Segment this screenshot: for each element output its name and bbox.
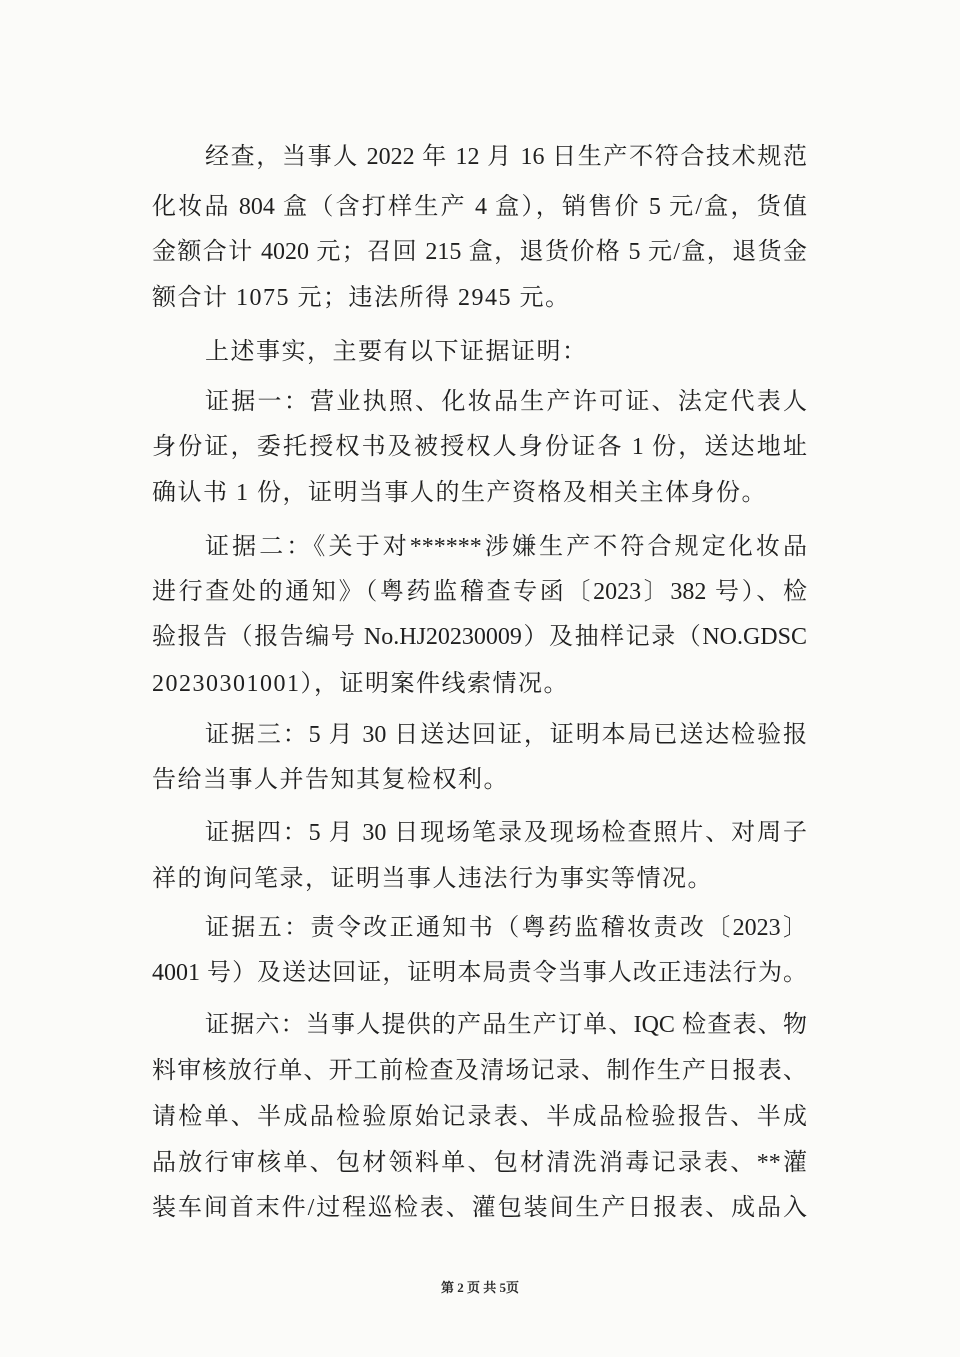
text-line: 身份证，委托授权书及被授权人身份证各 1 份，送达地址 (152, 434, 807, 460)
text-line: 证据三：5 月 30 日送达回证，证明本局已送达检验报 (205, 722, 807, 748)
text-line: 祥的询问笔录，证明当事人违法行为事实等情况。 (152, 866, 713, 892)
text-line: 请检单、半成品检验原始记录表、半成品检验报告、半成 (152, 1104, 807, 1130)
text-line: 证据五：责令改正通知书（粤药监稽妆责改〔2023〕 (205, 915, 807, 941)
text-line: 金额合计 4020 元；召回 215 盒，退货价格 5 元/盒，退货金 (152, 239, 807, 265)
text-line: 告给当事人并告知其复检权利。 (152, 767, 509, 793)
text-line: 品放行审核单、包材领料单、包材清洗消毒记录表、**灌 (152, 1150, 807, 1176)
text-line: 证据二：《关于对******涉嫌生产不符合规定化妆品 (205, 534, 807, 560)
text-line: 上述事实，主要有以下证据证明： (205, 339, 588, 365)
text-line: 证据一：营业执照、化妆品生产许可证、法定代表人 (205, 389, 807, 415)
text-line: 4001 号）及送达回证，证明本局责令当事人改正违法行为。 (152, 960, 807, 986)
text-line: 证据四：5 月 30 日现场笔录及现场检查照片、对周子 (205, 820, 807, 846)
text-line: 料审核放行单、开工前检查及清场记录、制作生产日报表、 (152, 1058, 807, 1084)
page-number-footer: 第 2 页 共 5页 (440, 1280, 519, 1295)
text-line: 确认书 1 份，证明当事人的生产资格及相关主体身份。 (152, 480, 767, 506)
text-line: 经查，当事人 2022 年 12 月 16 日生产不符合技术规范 (205, 144, 807, 170)
text-line: 进行查处的通知》（粤药监稽查专函〔2023〕382 号）、检 (152, 579, 807, 605)
text-line: 验报告（报告编号 No.HJ20230009）及抽样记录（NO.GDSC (152, 624, 807, 650)
text-line: 化妆品 804 盒（含打样生产 4 盒），销售价 5 元/盒，货值 (152, 194, 807, 220)
text-line: 额合计 1075 元；违法所得 2945 元。 (152, 285, 571, 311)
text-line: 20230301001），证明案件线索情况。 (152, 671, 569, 697)
text-line: 证据六：当事人提供的产品生产订单、IQC 检查表、物 (205, 1012, 807, 1038)
text-line: 装车间首末件/过程巡检表、灌包装间生产日报表、成品入 (152, 1195, 807, 1221)
